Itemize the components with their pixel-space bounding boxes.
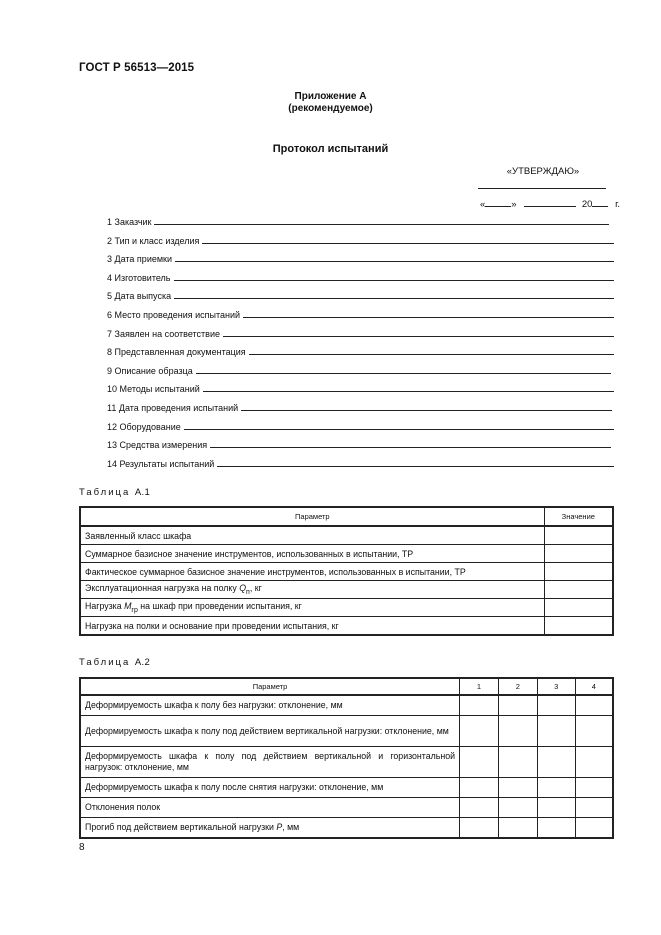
parameter-text: Нагрузка на полки и основание при проведении испытания, кг	[85, 620, 339, 631]
date-month-line[interactable]	[524, 197, 576, 207]
value-cell-2[interactable]	[498, 695, 537, 716]
protocol-title: Протокол испытаний	[272, 143, 389, 155]
parameter-variable: M	[124, 601, 132, 612]
value-cell-4[interactable]	[575, 798, 613, 818]
table2-caption-word: Таблица	[79, 657, 131, 668]
page-number: 8	[79, 842, 85, 853]
document-header: ГОСТ Р 56513—2015	[79, 62, 195, 74]
protocol-field-label: 7 Заявлен на соответствие	[107, 328, 220, 339]
parameter-cell	[80, 747, 460, 778]
protocol-field-line[interactable]	[202, 243, 614, 244]
value-cell-4[interactable]	[575, 778, 613, 798]
parameter-text: Отклонения полок	[85, 802, 161, 812]
protocol-field-line[interactable]	[217, 466, 614, 467]
table-row	[80, 818, 613, 839]
table-row	[80, 617, 613, 636]
value-cell[interactable]	[544, 599, 613, 617]
column-header-parameter: Параметр	[80, 507, 544, 526]
value-cell-3[interactable]	[537, 747, 575, 778]
protocol-field-label: 11 Дата проведения испытаний	[107, 403, 239, 413]
table-row	[80, 778, 613, 798]
protocol-field-line[interactable]	[175, 261, 614, 262]
value-cell-4[interactable]	[575, 695, 613, 716]
protocol-field-line[interactable]	[223, 336, 614, 337]
parameter-cell	[80, 695, 460, 716]
parameter-text: , кг	[249, 583, 262, 594]
parameter-text: Нагрузка	[85, 601, 125, 612]
parameter-cell	[80, 526, 544, 545]
parameter-cell	[80, 581, 544, 599]
protocol-field-line[interactable]	[154, 224, 609, 225]
column-header-parameter: Параметр	[80, 678, 460, 695]
protocol-field-label: 14 Результаты испытаний	[107, 458, 215, 469]
protocol-field	[107, 307, 614, 320]
value-cell-1[interactable]	[460, 818, 499, 839]
value-cell-3[interactable]	[537, 818, 575, 839]
protocol-field-line[interactable]	[184, 429, 614, 430]
parameter-text: Суммарное базисное значение инструментов, использованных в испытании, ТР	[85, 548, 414, 559]
parameter-subscript: п	[246, 588, 250, 596]
value-cell-3[interactable]	[537, 695, 575, 716]
parameter-variable: Q	[239, 583, 247, 594]
table1-caption-number: А.1	[134, 487, 151, 498]
protocol-field	[107, 233, 614, 246]
parameter-cell	[80, 545, 544, 563]
protocol-field-line[interactable]	[174, 280, 615, 281]
protocol-field-label: 1 Заказчик	[107, 217, 152, 227]
protocol-field-label: 8 Представленная документация	[107, 347, 246, 358]
parameter-text: Деформируемость шкафа к полу под действием вертикальной нагрузки: отклонение, мм	[85, 725, 449, 736]
date-open-quote: «	[480, 199, 486, 210]
protocol-field-label: 12 Оборудование	[107, 421, 181, 432]
column-header-4: 4	[575, 678, 613, 695]
value-cell-2[interactable]	[498, 716, 537, 747]
value-cell-2[interactable]	[498, 818, 537, 839]
parameter-text: Деформируемость шкафа к полу после снятия нагрузки: отклонение, мм	[85, 782, 384, 792]
approval-date	[480, 197, 620, 210]
value-cell[interactable]	[544, 581, 613, 599]
date-day-line[interactable]	[485, 197, 511, 207]
protocol-field-line[interactable]	[210, 447, 611, 448]
protocol-field-label: 3 Дата приемки	[107, 254, 172, 265]
parameter-text: Фактическое суммарное базисное значение инструментов, использованных в испытании, ТР	[85, 566, 466, 577]
column-header-2: 2	[498, 678, 537, 695]
value-cell[interactable]	[544, 617, 613, 636]
protocol-field	[107, 381, 614, 394]
protocol-field	[107, 456, 614, 469]
date-year-suffix: г.	[615, 199, 621, 210]
protocol-field-label: 6 Место проведения испытаний	[107, 310, 241, 320]
approval-label: «УТВЕРЖДАЮ»	[506, 166, 580, 177]
protocol-field-line[interactable]	[203, 391, 614, 392]
protocol-field-label: 10 Методы испытаний	[107, 384, 200, 395]
value-cell-4[interactable]	[575, 716, 613, 747]
approval-signature-line[interactable]	[478, 188, 606, 189]
column-header-value: Значение	[544, 507, 613, 526]
table-row	[80, 798, 613, 818]
protocol-field	[107, 214, 609, 227]
protocol-field	[107, 344, 614, 357]
table2-caption	[79, 657, 150, 668]
parameter-cell	[80, 778, 460, 798]
parameter-text: Деформируемость шкафа к полу под действием вертикальной и горизонтальной нагрузок: отклонение, мм	[85, 751, 455, 772]
parameter-text: на шкаф при проведении испытания, кг	[137, 601, 302, 612]
parameter-text: Деформируемость шкафа к полу без нагрузки: отклонение, мм	[85, 700, 343, 710]
table2-caption-number: А.2	[134, 657, 151, 668]
parameter-text: Эксплуатационная нагрузка на полку	[85, 583, 240, 594]
value-cell-1[interactable]	[460, 778, 499, 798]
table-row	[80, 526, 613, 545]
parameter-cell	[80, 818, 460, 839]
annex-title: Приложение А	[294, 91, 367, 102]
parameter-cell	[80, 563, 544, 581]
value-cell[interactable]	[544, 563, 613, 581]
protocol-field-line[interactable]	[174, 298, 614, 299]
protocol-field	[107, 437, 611, 450]
value-cell-3[interactable]	[537, 716, 575, 747]
table-row	[80, 747, 613, 778]
value-cell-2[interactable]	[498, 747, 537, 778]
date-year-line[interactable]	[592, 197, 608, 207]
table-row	[80, 695, 613, 716]
parameter-cell	[80, 716, 460, 747]
value-cell-1[interactable]	[460, 695, 499, 716]
value-cell-1[interactable]	[460, 716, 499, 747]
protocol-field-label: 5 Дата выпуска	[107, 291, 172, 302]
protocol-field	[107, 270, 614, 283]
parameter-cell	[80, 798, 460, 818]
parameter-variable: Р	[276, 822, 283, 832]
value-cell-3[interactable]	[537, 778, 575, 798]
parameter-cell	[80, 599, 544, 617]
protocol-field-line[interactable]	[241, 410, 612, 411]
protocol-field	[107, 251, 614, 264]
date-century: 20	[581, 199, 593, 210]
value-cell[interactable]	[544, 545, 613, 563]
protocol-field-line[interactable]	[243, 317, 614, 318]
column-header-1: 1	[460, 678, 499, 695]
annex-subtitle: (рекомендуемое)	[288, 103, 373, 114]
protocol-field-label: 2 Тип и класс изделия	[107, 235, 200, 246]
value-cell-1[interactable]	[460, 747, 499, 778]
parameter-text: Прогиб под действием вертикальной нагрузки	[85, 822, 277, 832]
protocol-field	[107, 400, 612, 413]
value-cell-2[interactable]	[498, 778, 537, 798]
table-row	[80, 581, 613, 599]
table-row	[80, 563, 613, 581]
protocol-field-label: 13 Средства измерения	[107, 440, 208, 451]
parameter-text: , мм	[282, 822, 300, 832]
value-cell-4[interactable]	[575, 747, 613, 778]
protocol-field	[107, 419, 614, 432]
table-row	[80, 545, 613, 563]
column-header-3: 3	[537, 678, 575, 695]
table-a2	[79, 677, 614, 839]
table-a1	[79, 506, 614, 636]
table-row	[80, 599, 613, 617]
protocol-field-label: 4 Изготовитель	[107, 272, 171, 283]
table1-caption-word: Таблица	[79, 487, 131, 498]
value-cell[interactable]	[544, 526, 613, 545]
value-cell-3[interactable]	[537, 798, 575, 818]
protocol-field	[107, 363, 611, 376]
parameter-cell	[80, 617, 544, 636]
value-cell-4[interactable]	[575, 818, 613, 839]
protocol-field	[107, 326, 614, 339]
protocol-field-line[interactable]	[196, 373, 611, 374]
protocol-field-label: 9 Описание образца	[107, 365, 193, 376]
protocol-field-line[interactable]	[249, 354, 614, 355]
parameter-text: Заявленный класс шкафа	[85, 530, 192, 541]
table-row	[80, 716, 613, 747]
table1-caption	[79, 487, 150, 498]
value-cell-1[interactable]	[460, 798, 499, 818]
protocol-field	[107, 288, 614, 301]
date-close-quote: »	[511, 199, 517, 210]
parameter-subscript: гр	[131, 606, 138, 614]
value-cell-2[interactable]	[498, 798, 537, 818]
